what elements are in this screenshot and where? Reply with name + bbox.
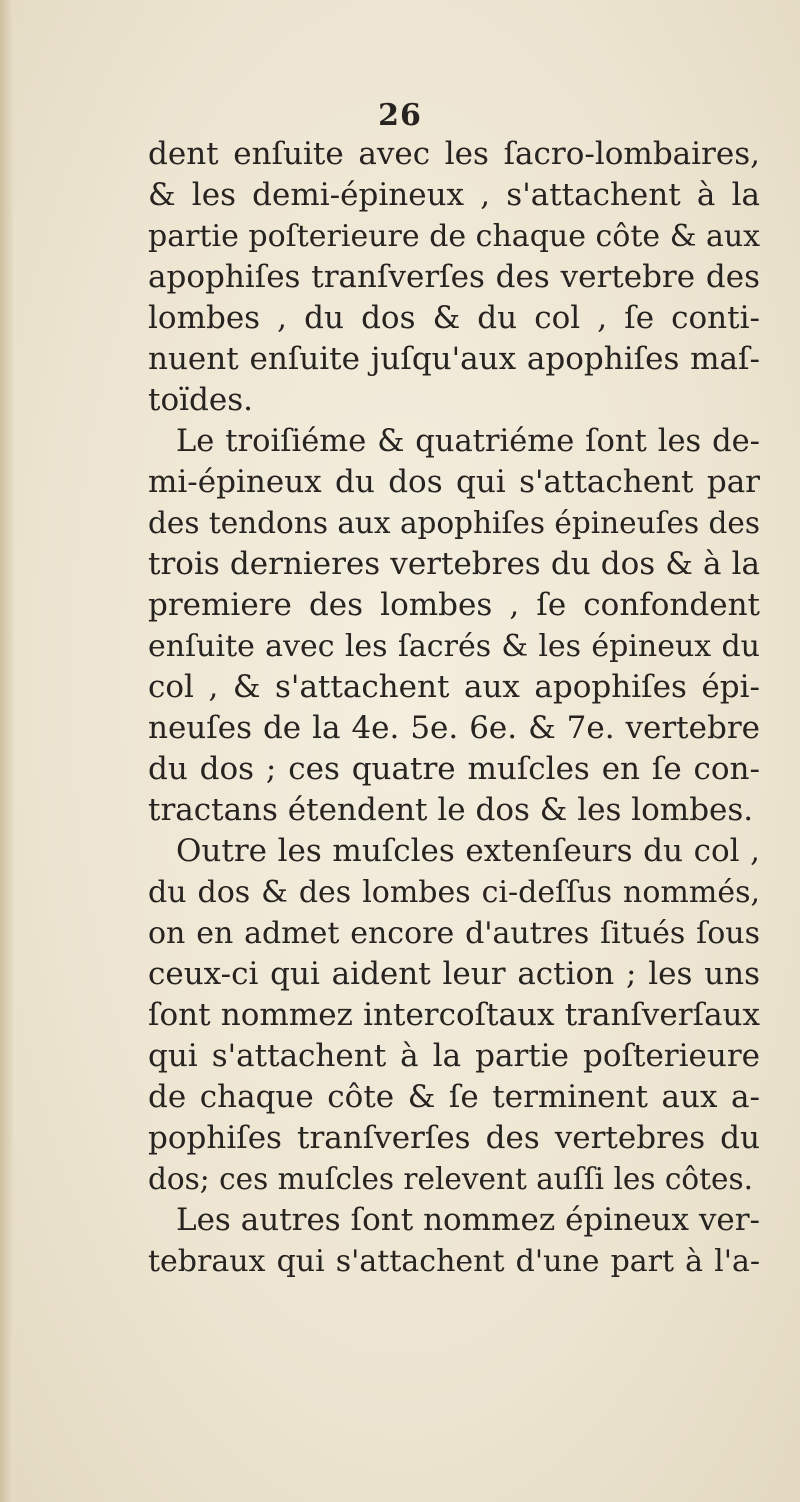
text-line: col , & s'attachent aux apophiſes épi- (148, 669, 760, 705)
text-line: & les demi-épineux , s'attachent à la (148, 177, 760, 213)
text-line: ſont nommez intercoſtaux tranſverſaux (148, 997, 760, 1033)
text-line: dos; ces muſcles relevent auſſi les côtes. (148, 1162, 753, 1196)
text-line: tractans étendent le dos & les lombes. (148, 792, 754, 828)
text-line: qui s'attachent à la partie poſterieure (148, 1038, 760, 1074)
text-line: de chaque côte & ſe terminent aux a- (148, 1079, 760, 1115)
paragraph-start-line: Outre les muſcles extenſeurs du col , (176, 833, 760, 869)
paragraph-start-line: Les autres ſont nommez épineux ver- (176, 1202, 760, 1238)
text-line: apophiſes tranſverſes des vertebre des (148, 259, 760, 295)
page-number: 26 (378, 98, 422, 133)
text-line: nuent enſuite juſqu'aux apophiſes maſ- (148, 341, 760, 377)
text-line: pophiſes tranſverſes des vertebres du (148, 1120, 760, 1156)
text-line: lombes , du dos & du col , ſe conti- (148, 300, 760, 336)
text-line: des tendons aux apophiſes épineuſes des (148, 506, 760, 540)
text-line: toïdes. (148, 382, 253, 418)
body-text (148, 134, 760, 1282)
text-line: partie poſterieure de chaque côte & aux (148, 219, 760, 254)
text-line: ceux-ci qui aident leur action ; les uns (148, 956, 760, 992)
text-line: du dos ; ces quatre muſcles en ſe con- (148, 751, 760, 787)
text-line: mi-épineux du dos qui s'attachent par (148, 464, 760, 500)
paragraph-start-line: Le troiſiéme & quatriéme ſont les de- (176, 424, 760, 459)
text-line: tebraux qui s'attachent d'une part à l'a- (148, 1244, 760, 1279)
text-line: trois dernieres vertebres du dos & à la (148, 546, 760, 582)
text-line: neuſes de la 4e. 5e. 6e. & 7e. vertebre (148, 710, 760, 746)
text-line: premiere des lombes , ſe confondent (148, 587, 760, 623)
text-line: on en admet encore d'autres ſitués ſous (148, 916, 760, 951)
page-binding-edge (0, 0, 14, 1502)
text-line: dent enſuite avec les ſacro-lombaires, (148, 136, 760, 172)
text-line: du dos & des lombes ci-deſſus nommés, (148, 875, 760, 910)
text-line: enſuite avec les ſacrés & les épineux du (148, 629, 760, 664)
